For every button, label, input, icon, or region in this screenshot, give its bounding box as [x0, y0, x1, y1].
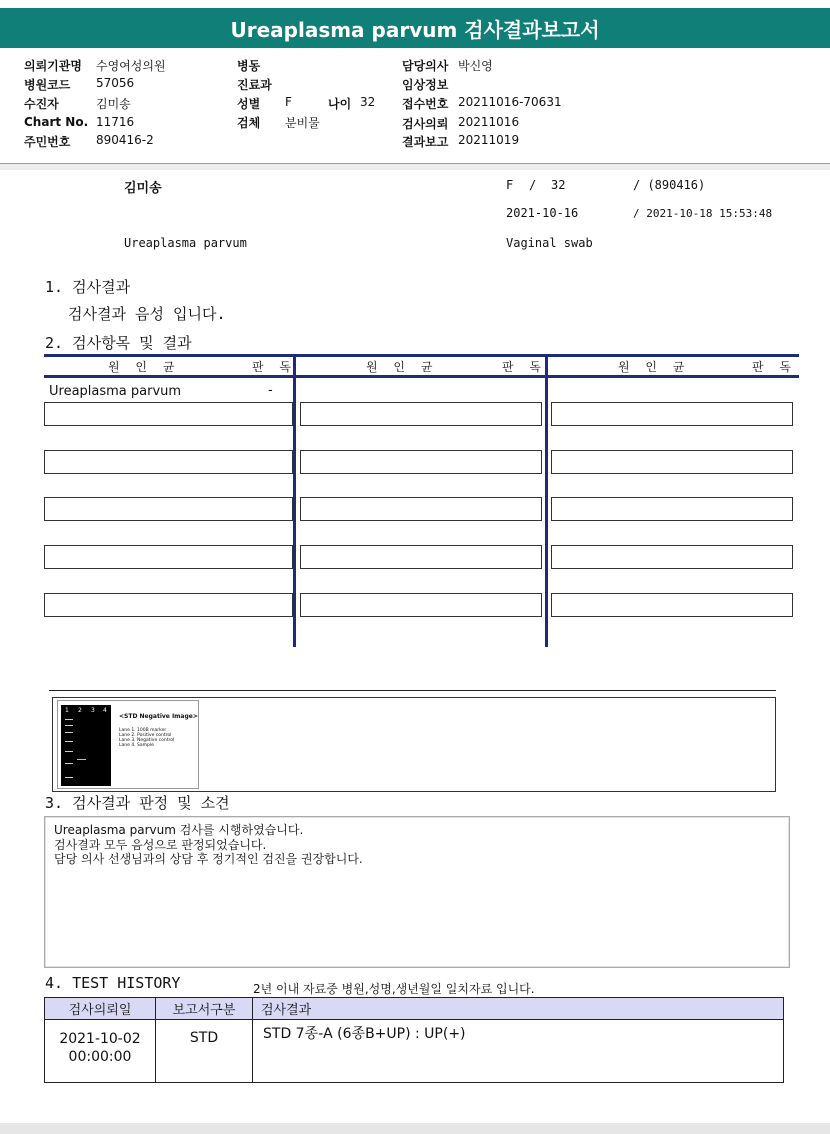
- resident-value: 890416-2: [96, 133, 154, 147]
- col-organism-3: 원 인 균: [618, 360, 691, 374]
- age-label: 나이: [328, 97, 352, 111]
- history-type: STD: [156, 1020, 253, 1083]
- gel-lane-label: 3: [91, 707, 95, 714]
- gel-caption-line: Lane 4. Sample: [119, 743, 154, 748]
- section3-title: 3. 검사결과 판정 및 소견: [45, 794, 230, 812]
- gel-caption-lines: [119, 728, 174, 748]
- institution-label: 의뢰기관명: [24, 59, 82, 73]
- resident-label: 주민번호: [24, 135, 71, 149]
- opinion-text: [54, 823, 363, 867]
- summary-age: 32: [551, 178, 566, 192]
- section1-text: 검사결과 음성 입니다.: [68, 305, 226, 323]
- gel-caption-title: <STD Negative Image>: [119, 713, 198, 720]
- result-cell: [300, 545, 542, 569]
- report-title-bar: [0, 8, 830, 48]
- history-date-line2: 00:00:00: [68, 1049, 132, 1065]
- doctor-label: 담당의사: [402, 59, 449, 73]
- result-cell: [300, 497, 542, 521]
- section1-title: 1. 검사결과: [45, 278, 131, 296]
- result-cell: [300, 593, 542, 617]
- result-cell: [551, 593, 793, 617]
- ward-label: 병동: [237, 59, 261, 73]
- gel-lane-label: 2: [78, 707, 82, 714]
- section2-title: 2. 검사항목 및 결과: [45, 334, 192, 352]
- summary-test: Ureaplasma parvum: [124, 236, 247, 250]
- result-cell: [551, 545, 793, 569]
- opinion-box: [44, 816, 790, 968]
- history-result: STD 7종-A (6종B+UP) : UP(+): [253, 1020, 784, 1083]
- report-date-value: 20211019: [458, 133, 520, 147]
- gel-band: [65, 751, 73, 752]
- dept-label: 진료과: [237, 78, 272, 92]
- col-result-2: 판 독: [502, 360, 547, 374]
- gel-lane-label: 1: [65, 707, 69, 714]
- summary-birth: / (890416): [633, 178, 706, 192]
- chart-value: 11716: [96, 115, 135, 129]
- institution-value: 수영여성의원: [96, 59, 166, 73]
- history-header-result: 검사결과: [253, 998, 784, 1020]
- gel-photo: [61, 705, 111, 786]
- hospital-code-value: 57056: [96, 76, 135, 90]
- request-label: 검사의뢰: [402, 117, 449, 131]
- summary-date1: 2021-10-16: [506, 206, 579, 220]
- age-value: 32: [360, 95, 376, 109]
- result-cell: [300, 450, 542, 474]
- table-top-rule: [44, 354, 799, 357]
- summary-sex: F: [506, 178, 514, 192]
- col-organism-1: 원 인 균: [108, 360, 181, 374]
- gel-band: [65, 732, 73, 733]
- result-item-result: -: [268, 383, 273, 398]
- gel-caption-line: Lane 2. Positive control: [119, 733, 172, 738]
- specimen-label: 검체: [237, 116, 261, 130]
- gel-caption-line: Lane 1. 100B marker: [119, 728, 167, 733]
- gel-divider: [49, 690, 776, 691]
- column-divider-1: [293, 357, 296, 647]
- patient-label: 수진자: [24, 97, 59, 111]
- chart-label: Chart No.: [24, 115, 89, 129]
- opinion-line: 검사결과 모두 음성으로 판정되었습니다.: [54, 837, 267, 852]
- result-cell: [44, 450, 293, 474]
- receipt-value: 20211016-70631: [458, 95, 562, 109]
- report-date-label: 결과보고: [402, 135, 449, 149]
- gel-image-panel: [57, 700, 199, 789]
- result-cell: [551, 402, 793, 426]
- history-row: [45, 1020, 784, 1083]
- history-table: [44, 997, 784, 1083]
- result-cell: [44, 545, 293, 569]
- history-date: [45, 1020, 156, 1083]
- gel-band: [65, 763, 73, 764]
- table-header-rule: [44, 375, 799, 378]
- section4-title: 4. TEST HISTORY: [45, 974, 181, 992]
- gel-band: [77, 759, 86, 760]
- summary-name: 김미송: [124, 181, 162, 196]
- receipt-label: 접수번호: [402, 97, 449, 111]
- clinical-label: 임상정보: [402, 78, 449, 92]
- specimen-value: 분비물: [285, 116, 320, 130]
- doctor-value: 박신영: [458, 59, 493, 73]
- history-header-type: 보고서구분: [156, 998, 253, 1020]
- result-item-organism: Ureaplasma parvum: [49, 384, 182, 399]
- column-divider-2: [545, 357, 548, 647]
- summary-slash: /: [529, 178, 537, 192]
- page-bottom-band: [0, 1123, 830, 1134]
- summary-date2: / 2021-10-18 15:53:48: [633, 207, 773, 220]
- gel-caption-line: Lane 3. Negative control: [119, 738, 175, 743]
- sex-value: F: [285, 95, 292, 109]
- summary-specimen: Vaginal swab: [506, 236, 593, 250]
- gel-image-frame: [52, 697, 776, 792]
- col-result-3: 판 독: [752, 360, 797, 374]
- col-organism-2: 원 인 균: [366, 360, 439, 374]
- opinion-line: 담당 의사 선생님과의 상담 후 정기적인 검진을 권장합니다.: [54, 852, 363, 866]
- gel-band: [65, 719, 73, 720]
- hospital-code-label: 병원코드: [24, 78, 71, 92]
- history-header-date: 검사의뢰일: [45, 998, 156, 1020]
- report-title: Ureaplasma parvum 검사결과보고서: [230, 17, 600, 42]
- gel-lane-label: 4: [103, 707, 107, 714]
- result-cell: [300, 402, 542, 426]
- sex-label: 성별: [237, 97, 261, 111]
- gel-band: [65, 725, 73, 726]
- col-result-1: 판 독: [252, 360, 297, 374]
- result-cell: [551, 450, 793, 474]
- result-cell: [551, 497, 793, 521]
- section4-note: 2년 이내 자료중 병원,성명,생년월일 일치자료 입니다.: [253, 982, 535, 996]
- history-date-line1: 2021-10-02: [59, 1031, 141, 1047]
- header-shadow: [0, 164, 830, 170]
- result-cell: [44, 497, 293, 521]
- opinion-line: Ureaplasma parvum 검사를 시행하였습니다.: [54, 823, 304, 837]
- patient-value: 김미송: [96, 97, 131, 111]
- request-value: 20211016: [458, 115, 520, 129]
- history-header-row: [45, 998, 784, 1020]
- gel-band: [65, 777, 73, 778]
- result-cell: [44, 593, 293, 617]
- result-cell: [44, 402, 293, 426]
- gel-band: [65, 741, 73, 742]
